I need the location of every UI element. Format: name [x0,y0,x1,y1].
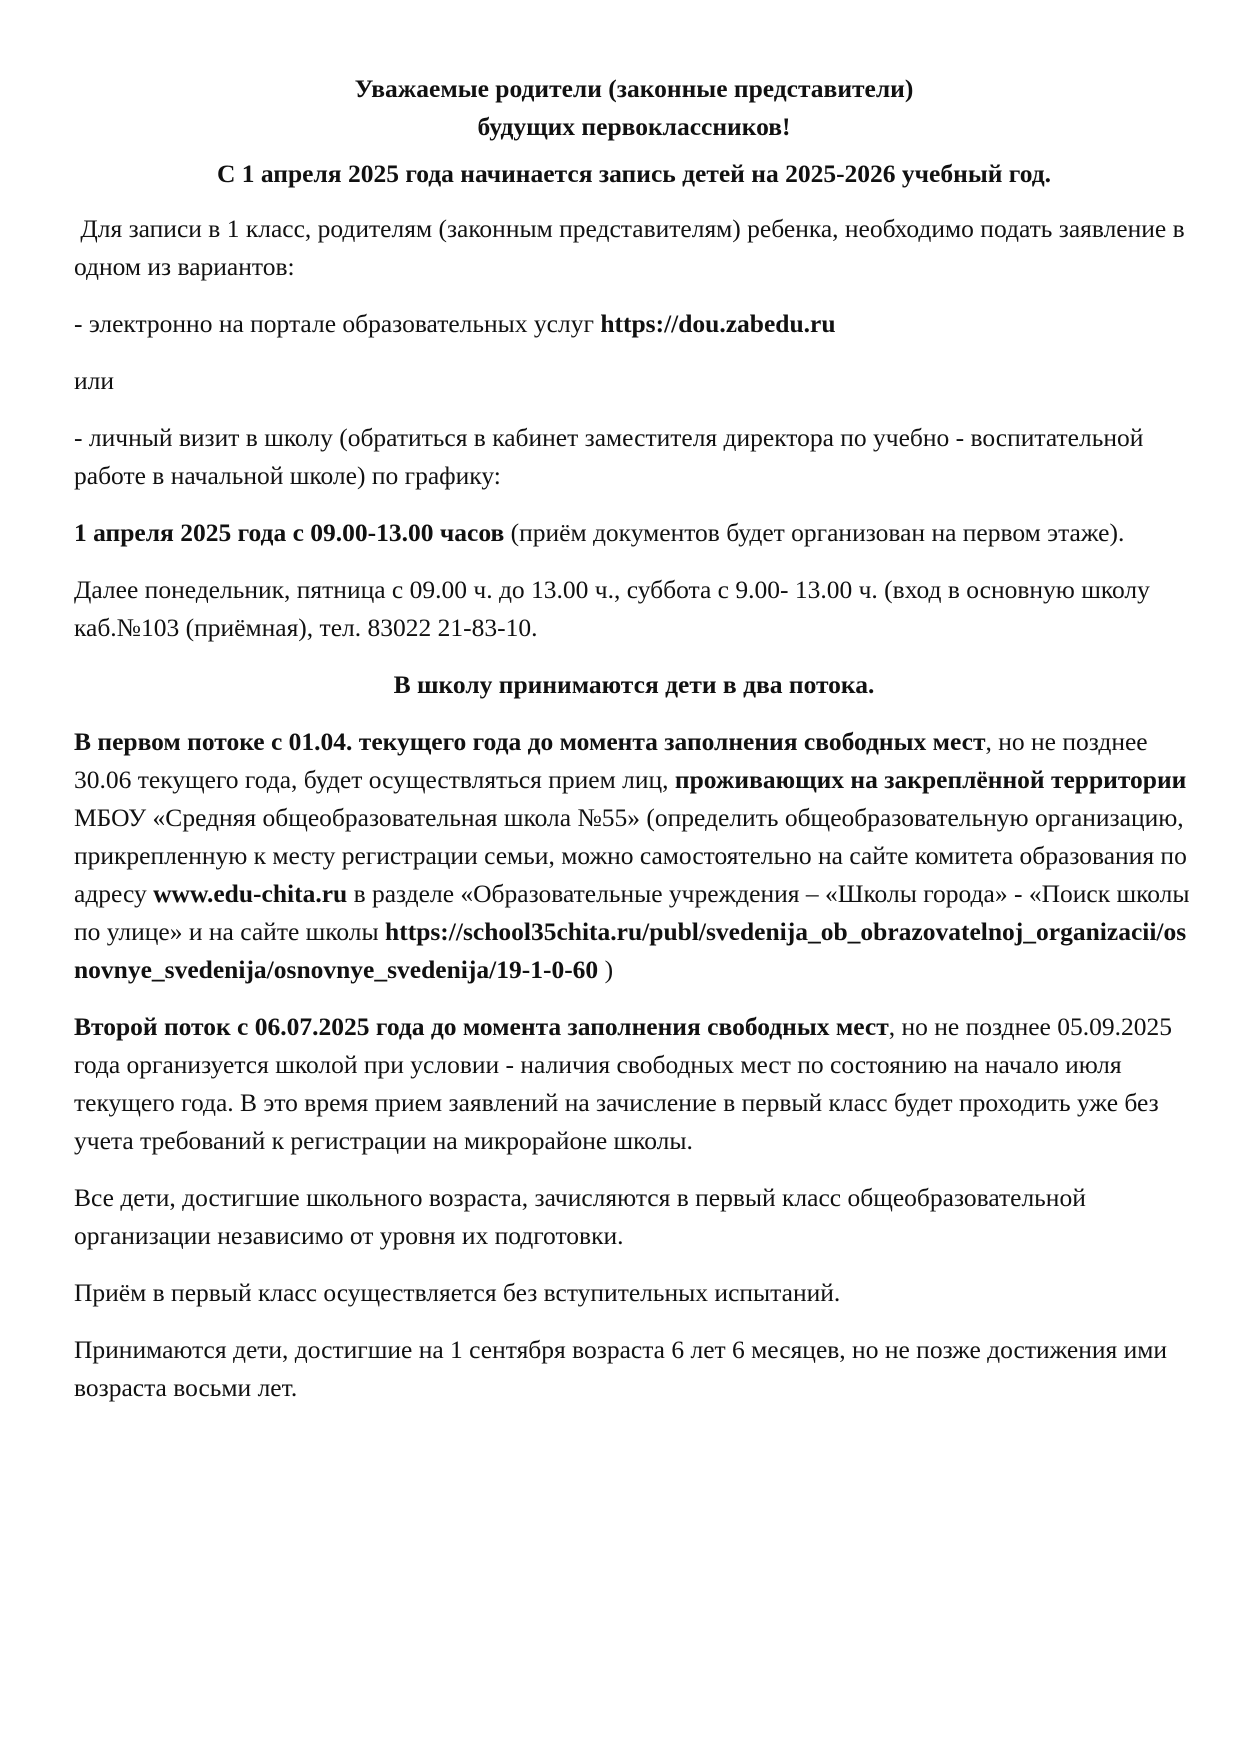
second-stream-text: , но не позднее 05.09.2025 года организуется школой при условии - наличия свободных мест по состоянию на начало июля текущего года. В это время прием заявлений на зачисление в первый класс будет проходить уже без учета требований к регистрации на микрорайоне школы. [74,1012,1172,1155]
territory-emphasis: проживающих на закреплённой территории [674,765,1187,794]
first-stream-text-2: МБОУ «Средняя общеобразовательная школа №55» (определить общеобразовательную организацию, прикрепленную к месту регистрации семьи, можно самостоятельно на сайте комитета образования по адресу [74,803,1187,908]
page-heading [74,70,1194,146]
heading-line-2: будущих первоклассников! [477,112,791,141]
no-exams-paragraph: Приём в первый класс осуществляется без вступительных испытаний. [74,1278,841,1307]
edu-chita-link[interactable]: www.edu-chita.ru [153,879,348,908]
schedule-date: 1 апреля 2025 года с 09.00-13.00 часов [74,518,505,547]
schedule-paragraph [74,514,1194,552]
option-online-text: - электронно на портале образовательных услуг [74,309,601,338]
portal-link[interactable]: https://dou.zabedu.ru [600,309,836,338]
option-online [74,305,1194,343]
streams-heading: В школу принимаются дети в два потока. [393,670,875,699]
document-page [74,70,1194,1426]
option-visit: - личный визит в школу (обратиться в кабинет заместителя директора по учебно - воспитательной работе в начальной школе) по графику: [74,423,1144,490]
first-stream-paragraph [74,723,1194,989]
second-stream-title: Второй поток с 06.07.2025 года до момента заполнения свободных мест [74,1012,889,1041]
all-children-paragraph: Все дети, достигшие школьного возраста, зачисляются в первый класс общеобразовательной организации независимо от уровня их подготовки. [74,1183,1086,1250]
first-stream-title: В первом потоке с 01.04. текущего года до момента заполнения свободных мест [74,727,986,756]
age-rule-paragraph: Принимаются дети, достигшие на 1 сентября возраста 6 лет 6 месяцев, но не позже достижения ими возраста восьми лет. [74,1335,1168,1402]
intro-text: Для записи в 1 класс, родителям (законным представителям) ребенка, необходимо подать заявление в одном из вариантов: [74,214,1192,281]
first-stream-text-4: ) [598,955,614,984]
schedule-note: (приём документов будет организован на первом этаже). [504,518,1125,547]
intro-paragraph [74,210,1194,286]
announcement: С 1 апреля 2025 года начинается запись детей на 2025-2026 учебный год. [216,159,1052,188]
first-stream-text-1: , но не позднее 30.06 текущего года, будет осуществляться прием лиц, [74,727,1148,794]
second-stream-paragraph [74,1008,1194,1160]
further-schedule: Далее понедельник, пятница с 09.00 ч. до 13.00 ч., суббота с 9.00- 13.00 ч. (вход в основную школу каб.№103 (приёмная), тел. 83022 21-83-10. [74,575,1150,642]
first-stream-text-3: в разделе «Образовательные учреждения – «Школы города» - «Поиск школы по улице» и на сайте школы [74,879,1190,946]
heading-line-1: Уважаемые родители (законные представители) [354,74,914,103]
or-text: или [74,366,115,395]
school-site-link[interactable]: https://school35chita.ru/publ/svedenija_ob_obrazovatelnoj_organizacii/osnovnye_svedenija/osnovnye_svedenija/19-1-0-60 [74,917,1187,984]
